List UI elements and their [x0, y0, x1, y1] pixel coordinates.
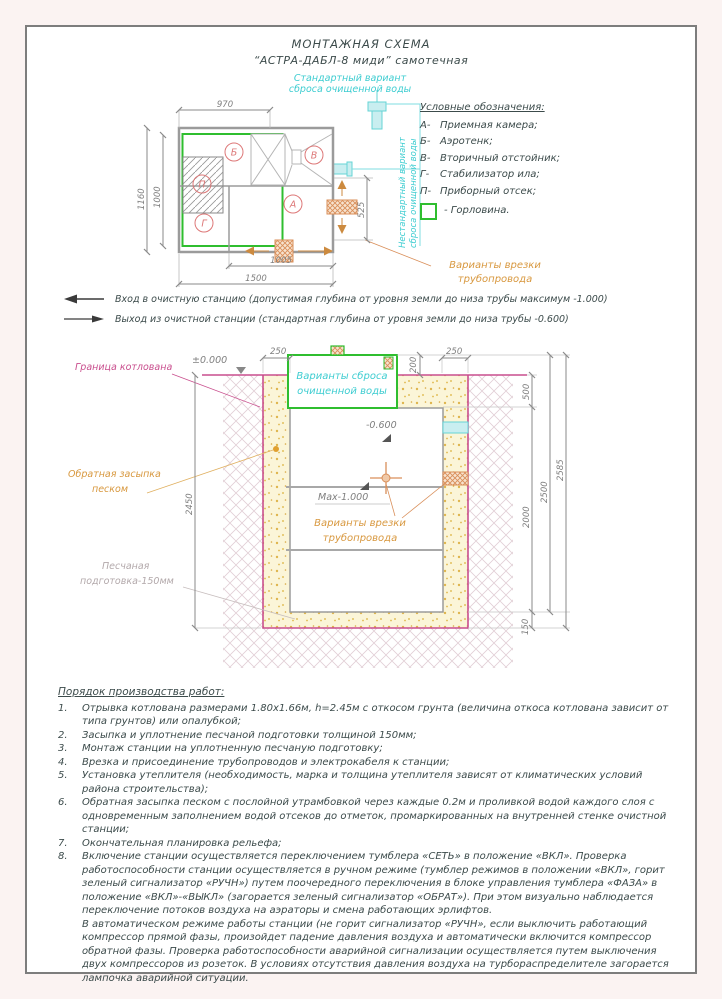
page-subtitle: “АСТРА-ДАБЛ-8 миди” самотечная [253, 54, 469, 67]
work-order-item: 3. Монтаж станции на уплотненную песчаную подготовку; [58, 743, 383, 754]
dim-1000: 1000 [153, 186, 163, 208]
tie-in-stub-right [443, 472, 468, 485]
work-order-item8-continuation: В автоматическом режиме работы станции (не горит сигнализатор «РУЧН», если выключить работающий компрессор прямой фазы, произойдет падение давления воздуха и автоматически включится компрессор обратной фазы. Проверка работоспособности аварийной сигнализации осуществляется путем выключения двух компрессоров из розеток. В условиях отсутствия давления воздуха на турбораспределителе загорается лампочка аварийной ситуации. [82, 918, 669, 984]
label-B: Б [230, 147, 238, 159]
legend-item: Б- Аэротенк; [420, 136, 493, 147]
sand-prep-label-line1: Песчаная [102, 561, 150, 572]
station-body [290, 408, 443, 612]
outlet-pipe [443, 422, 468, 433]
neck-square-icon [420, 203, 437, 220]
discharge-label-line2: очищенной воды [297, 386, 387, 397]
backfill-pointer-dot [273, 446, 279, 452]
pit-boundary-label: Граница котлована [75, 362, 173, 373]
legend-item: А- Приемная камера; [420, 119, 538, 131]
dim-1500: 1500 [245, 274, 267, 284]
max-depth-label: Max-1.000 [318, 492, 369, 503]
dim-250-left: 250 [270, 347, 287, 357]
plan-view-drawing [55, 88, 675, 303]
sand-prep-label-line2: подготовка-150мм [80, 576, 174, 587]
sand-bedding [263, 612, 468, 628]
legend [420, 100, 560, 220]
dim-2450: 2450 [185, 493, 195, 515]
legend-heading: Условные обозначения: [420, 102, 545, 113]
outlet-note: Выход из очистной станции (стандартная глубина от уровня земли до низа трубы -0.600) [62, 313, 682, 325]
work-order-item: 6. Обратная засыпка песком с послойной утрамбовкой через каждые 0.2м и проливкой водой каждого слоя с одновременным заполнением водой отсеков до отметок, промаркированных на внутренней стенке очистной станции; [58, 797, 667, 835]
dim-250-right: 250 [446, 347, 463, 357]
standard-variant-label: Стандартный вариант сброса очищенной воды [288, 73, 412, 95]
dim-500: 500 [522, 383, 532, 400]
nonstandard-variant-line2: сброса очищенной воды [409, 138, 419, 248]
zero-level-label: ±0.000 [192, 355, 228, 366]
arrow-left-icon [62, 293, 106, 305]
vent-cap [331, 346, 344, 355]
section-tie-in-label-line1: Варианты врезки [314, 518, 406, 529]
label-A: А [289, 199, 297, 211]
backfill-label-line1: Обратная засыпка [68, 469, 161, 480]
dim-200: 200 [409, 356, 419, 373]
cross-section-drawing [50, 343, 690, 683]
legend-neck-item: - Горловина. [420, 203, 560, 220]
legend-item: Г- Стабилизатор ила; [420, 169, 540, 180]
nonstandard-variant-line1: Нестандартный вариант [398, 137, 408, 248]
dim-2585: 2585 [556, 459, 566, 481]
page-title: МОНТАЖНАЯ СХЕМА [291, 37, 431, 51]
plan-tie-in-label-line2: трубопровода [457, 274, 533, 285]
work-order [58, 686, 672, 985]
label-G: Г [201, 218, 207, 230]
level-minus-0600: -0.600 [366, 420, 397, 431]
dim-2500: 2500 [540, 481, 550, 503]
arrow-right-icon [62, 313, 106, 325]
work-order-item: 5. Установка утеплителя (необходимость, марка и толщина утеплителя зависят от климатических условий района строительства); [58, 770, 643, 795]
discharge-label-line1: Варианты сброса [296, 371, 388, 382]
title-block [25, 37, 697, 67]
work-order-heading: Порядок производства работ: [58, 686, 225, 698]
dim-1005: 1005 [270, 256, 292, 266]
dim-525: 525 [357, 201, 367, 218]
work-order-item: 4. Врезка и присоединение трубопроводов и электрокабеля к станции; [58, 756, 450, 768]
neck-notch [384, 357, 393, 369]
legend-item: П- Приборный отсек; [420, 185, 537, 197]
legend-item: В- Вторичный отстойник; [420, 152, 560, 164]
label-P: П [198, 179, 206, 191]
work-order-item: 1. Отрывка котлована размерами 1.80х1.66м, h=2.45м с откосом грунта (величина откоса котлована зависит от типа грунтов) или опалубкой; [58, 702, 669, 727]
work-order-item: 8. Включение станции осуществляется переключением тумблера «СЕТЬ» в положение «ВКЛ». Проверка работоспособности станции осуществляется в ручном режиме (тумблер режимов в положении «ВКЛ», горит зеленый сигнализатор «РУЧН») путем поочередного переключения в блоке управления тумблера «ФАЗА» в положение «ВКЛ»-«ВЫКЛ» (загорается зеленый сигнализатор «ОБРАТ»). При этом визуально наблюдается переключение потоков воздуха на аэраторы и смена работающих эрлифтов. [58, 851, 665, 916]
dim-150: 150 [521, 618, 531, 635]
work-order-item: 2. Засыпка и уплотнение песчаной подготовки толщиной 150мм; [58, 729, 417, 741]
dim-1160: 1160 [137, 188, 147, 210]
dim-970: 970 [216, 100, 234, 110]
zero-level-mark [236, 367, 246, 374]
dim-2000: 2000 [522, 506, 532, 528]
work-order-item: 7. Окончательная планировка рельефа; [58, 837, 282, 849]
plan-tie-in-label-line1: Варианты врезки [449, 260, 541, 271]
backfill-label-line2: песком [92, 484, 128, 495]
label-V: В [310, 150, 318, 162]
inlet-note: Вход в очистную станцию (допустимая глубина от уровня земли до низа трубы максимум -1.000) [62, 293, 682, 305]
section-tie-in-label-line2: трубопровода [322, 533, 398, 544]
